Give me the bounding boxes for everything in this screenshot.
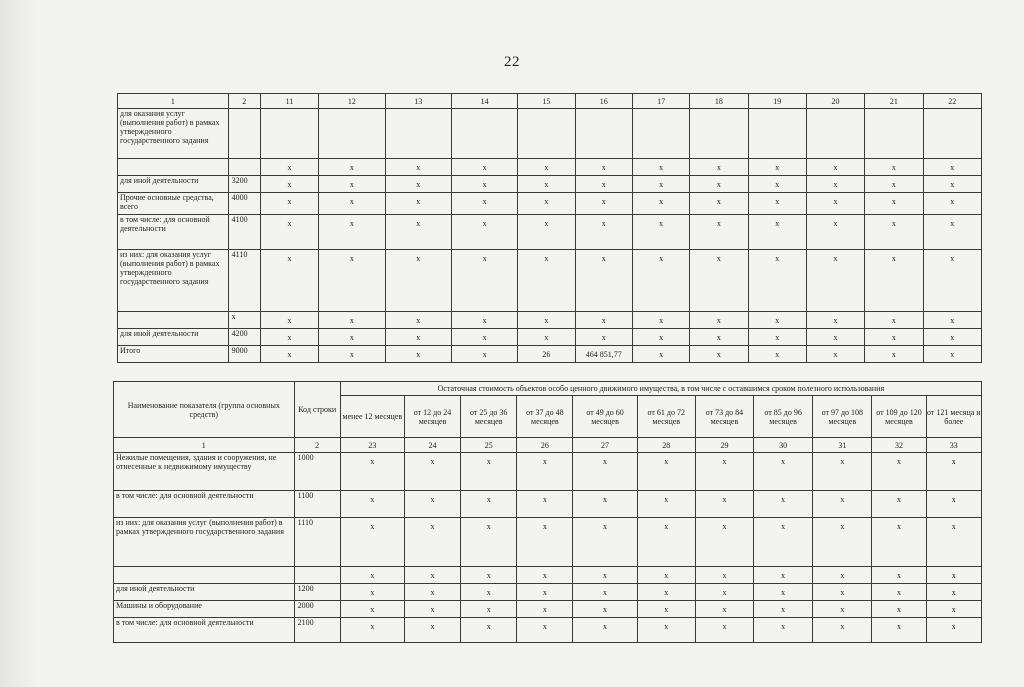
value-cell: x: [319, 193, 385, 215]
column-number-header: 16: [575, 94, 632, 109]
table-row: [118, 250, 982, 312]
value-cell: x: [865, 312, 923, 329]
value-cell: x: [517, 601, 573, 618]
value-cell: [748, 109, 806, 159]
value-cell: x: [404, 518, 460, 567]
value-cell: x: [690, 176, 748, 193]
value-cell: x: [404, 601, 460, 618]
row-code: x: [228, 312, 260, 329]
useful-life-period-header: от 109 до 120 месяцев: [872, 396, 926, 438]
column-number: 32: [872, 438, 926, 453]
value-cell: x: [695, 518, 753, 567]
value-cell: x: [748, 193, 806, 215]
value-cell: x: [923, 250, 981, 312]
value-cell: x: [632, 329, 689, 346]
value-cell: x: [575, 312, 632, 329]
value-cell: x: [451, 176, 517, 193]
value-cell: x: [923, 312, 981, 329]
value-cell: x: [518, 250, 575, 312]
column-number-row: [114, 438, 982, 453]
column-number-header: 13: [385, 94, 451, 109]
row-label: [114, 567, 295, 584]
row-code: 1110: [294, 518, 340, 567]
row-code: 9000: [228, 346, 260, 363]
table-header-row: [114, 382, 982, 396]
value-cell: x: [632, 250, 689, 312]
row-label: для иной деятельности: [118, 329, 229, 346]
value-cell: x: [806, 215, 864, 250]
row-code: 3200: [228, 176, 260, 193]
value-cell: x: [813, 584, 872, 601]
useful-life-period-header: от 61 до 72 месяцев: [637, 396, 695, 438]
value-cell: x: [872, 453, 926, 491]
value-cell: x: [404, 618, 460, 643]
column-number: 26: [517, 438, 573, 453]
value-cell: x: [385, 250, 451, 312]
value-cell: x: [461, 491, 517, 518]
table-row: [114, 567, 982, 584]
value-cell: x: [340, 518, 404, 567]
column-number: 25: [461, 438, 517, 453]
value-cell: x: [813, 567, 872, 584]
value-cell: x: [695, 601, 753, 618]
row-code: 2100: [294, 618, 340, 643]
value-cell: x: [754, 601, 813, 618]
value-cell: x: [319, 346, 385, 363]
value-cell: x: [319, 176, 385, 193]
value-cell: x: [865, 193, 923, 215]
row-label: для оказания услуг (выполнения работ) в рамках утвержденного государственного задания: [118, 109, 229, 159]
value-cell: [575, 109, 632, 159]
row-code: 4100: [228, 215, 260, 250]
value-cell: x: [754, 567, 813, 584]
residual-value-group-header: Остаточная стоимость объектов особо ценного движимого имущества, в том числе с оставшимся сроком полезного использования: [340, 382, 981, 396]
value-cell: x: [385, 329, 451, 346]
value-cell: x: [385, 159, 451, 176]
column-number: 31: [813, 438, 872, 453]
value-cell: x: [404, 453, 460, 491]
value-cell: x: [754, 518, 813, 567]
value-cell: x: [813, 491, 872, 518]
page-number: 22: [504, 54, 520, 70]
column-number-header: 1: [118, 94, 229, 109]
value-cell: x: [695, 618, 753, 643]
value-cell: x: [260, 176, 318, 193]
row-label: из них: для оказания услуг (выполнения работ) в рамках утвержденного государственного задания: [118, 250, 229, 312]
useful-life-period-header: от 85 до 96 месяцев: [754, 396, 813, 438]
value-cell: x: [748, 329, 806, 346]
value-cell: x: [926, 601, 981, 618]
value-cell: x: [632, 215, 689, 250]
value-cell: [518, 109, 575, 159]
value-cell: [865, 109, 923, 159]
value-cell: x: [926, 453, 981, 491]
value-cell: x: [813, 618, 872, 643]
value-cell: x: [517, 584, 573, 601]
value-cell: x: [260, 346, 318, 363]
value-cell: x: [690, 250, 748, 312]
value-cell: x: [748, 159, 806, 176]
value-cell: x: [517, 518, 573, 567]
value-cell: x: [748, 176, 806, 193]
value-cell: x: [260, 329, 318, 346]
value-cell: x: [385, 215, 451, 250]
value-cell: x: [404, 491, 460, 518]
value-cell: x: [518, 215, 575, 250]
value-cell: x: [451, 215, 517, 250]
column-number-header: 21: [865, 94, 923, 109]
value-cell: x: [923, 346, 981, 363]
column-number-header: 2: [228, 94, 260, 109]
value-cell: x: [451, 250, 517, 312]
value-cell: 26: [518, 346, 575, 363]
value-cell: x: [517, 618, 573, 643]
value-cell: x: [806, 329, 864, 346]
row-label: Нежилые помещения, здания и сооружения, не отнесенные к недвижимому имуществу: [114, 453, 295, 491]
value-cell: x: [575, 215, 632, 250]
value-cell: [632, 109, 689, 159]
value-cell: x: [690, 159, 748, 176]
column-number-header: 18: [690, 94, 748, 109]
value-cell: [923, 109, 981, 159]
value-cell: x: [690, 215, 748, 250]
value-cell: x: [518, 193, 575, 215]
value-cell: x: [695, 453, 753, 491]
value-cell: x: [923, 176, 981, 193]
value-cell: x: [865, 346, 923, 363]
value-cell: x: [385, 346, 451, 363]
value-cell: x: [451, 193, 517, 215]
value-cell: x: [923, 215, 981, 250]
value-cell: x: [573, 491, 637, 518]
table-row: [114, 601, 982, 618]
column-number-header: 22: [923, 94, 981, 109]
value-cell: x: [461, 567, 517, 584]
value-cell: x: [461, 601, 517, 618]
value-cell: x: [872, 601, 926, 618]
value-cell: [451, 109, 517, 159]
column-number: 23: [340, 438, 404, 453]
value-cell: x: [340, 491, 404, 518]
row-label: для иной деятельности: [118, 176, 229, 193]
value-cell: x: [872, 618, 926, 643]
value-cell: x: [260, 159, 318, 176]
value-cell: x: [319, 250, 385, 312]
row-label: Машины и оборудование: [114, 601, 295, 618]
table-header-row: [118, 94, 982, 109]
value-cell: x: [575, 329, 632, 346]
table-row: [114, 518, 982, 567]
value-cell: x: [319, 329, 385, 346]
value-cell: x: [637, 567, 695, 584]
value-cell: x: [404, 584, 460, 601]
value-cell: x: [865, 176, 923, 193]
value-cell: x: [451, 329, 517, 346]
value-cell: x: [923, 159, 981, 176]
row-code: 4000: [228, 193, 260, 215]
row-code: 1000: [294, 453, 340, 491]
table-row: [118, 329, 982, 346]
value-cell: x: [461, 518, 517, 567]
row-label: в том числе: для основной деятельности: [118, 215, 229, 250]
value-cell: x: [926, 491, 981, 518]
row-code: 1100: [294, 491, 340, 518]
value-cell: x: [637, 584, 695, 601]
value-cell: x: [340, 453, 404, 491]
value-cell: x: [518, 176, 575, 193]
value-cell: x: [573, 453, 637, 491]
value-cell: x: [695, 567, 753, 584]
value-cell: x: [865, 250, 923, 312]
value-cell: x: [632, 176, 689, 193]
table-row: [114, 618, 982, 643]
value-cell: x: [637, 518, 695, 567]
value-cell: x: [872, 567, 926, 584]
row-code: 4110: [228, 250, 260, 312]
row-label: в том числе: для основной деятельности: [114, 491, 295, 518]
row-label: [118, 312, 229, 329]
table-row: [118, 109, 982, 159]
scan-shadow: [0, 0, 40, 687]
useful-life-period-header: от 97 до 108 месяцев: [813, 396, 872, 438]
value-cell: x: [690, 346, 748, 363]
value-cell: x: [695, 491, 753, 518]
value-cell: x: [806, 250, 864, 312]
value-cell: x: [695, 584, 753, 601]
value-cell: [690, 109, 748, 159]
value-cell: x: [632, 346, 689, 363]
useful-life-period-header: от 49 до 60 месяцев: [573, 396, 637, 438]
value-cell: x: [517, 491, 573, 518]
value-cell: x: [690, 193, 748, 215]
value-cell: x: [517, 567, 573, 584]
value-cell: x: [872, 491, 926, 518]
row-code: [294, 567, 340, 584]
value-cell: x: [260, 215, 318, 250]
value-cell: x: [923, 193, 981, 215]
value-cell: x: [385, 312, 451, 329]
value-cell: x: [385, 193, 451, 215]
useful-life-period-header: от 37 до 48 месяцев: [517, 396, 573, 438]
table-row: [114, 453, 982, 491]
column-number: 30: [754, 438, 813, 453]
value-cell: x: [461, 618, 517, 643]
value-cell: x: [748, 312, 806, 329]
value-cell: x: [806, 159, 864, 176]
value-cell: x: [340, 567, 404, 584]
column-number: 27: [573, 438, 637, 453]
value-cell: x: [575, 193, 632, 215]
row-label: Итого: [118, 346, 229, 363]
value-cell: x: [451, 312, 517, 329]
value-cell: x: [748, 250, 806, 312]
value-cell: x: [754, 584, 813, 601]
value-cell: x: [451, 346, 517, 363]
row-label: из них: для оказания услуг (выполнения работ) в рамках утвержденного государственного задания: [114, 518, 295, 567]
value-cell: x: [340, 618, 404, 643]
value-cell: x: [872, 518, 926, 567]
value-cell: x: [517, 453, 573, 491]
value-cell: x: [926, 584, 981, 601]
table-row: [118, 346, 982, 363]
column-number-header: 20: [806, 94, 864, 109]
row-label: в том числе: для основной деятельности: [114, 618, 295, 643]
value-cell: x: [518, 312, 575, 329]
value-cell: [385, 109, 451, 159]
table-row: [118, 312, 982, 329]
table-row: [114, 584, 982, 601]
value-cell: x: [806, 312, 864, 329]
value-cell: x: [754, 618, 813, 643]
value-cell: x: [632, 193, 689, 215]
value-cell: x: [260, 193, 318, 215]
fixed-assets-table-continued: [117, 93, 982, 363]
column-number: 33: [926, 438, 981, 453]
line-code-header: Код строки: [294, 382, 340, 438]
value-cell: x: [632, 159, 689, 176]
value-cell: x: [637, 601, 695, 618]
value-cell: x: [637, 618, 695, 643]
row-code: 4200: [228, 329, 260, 346]
value-cell: x: [690, 329, 748, 346]
row-code: 2000: [294, 601, 340, 618]
value-cell: x: [573, 567, 637, 584]
value-cell: x: [926, 518, 981, 567]
value-cell: x: [573, 584, 637, 601]
value-cell: x: [451, 159, 517, 176]
row-code: 1200: [294, 584, 340, 601]
value-cell: x: [518, 159, 575, 176]
value-cell: x: [806, 346, 864, 363]
value-cell: x: [813, 601, 872, 618]
value-cell: x: [573, 518, 637, 567]
value-cell: x: [575, 176, 632, 193]
value-cell: x: [319, 312, 385, 329]
value-cell: x: [319, 215, 385, 250]
value-cell: [319, 109, 385, 159]
row-code: [228, 109, 260, 159]
column-number-header: 14: [451, 94, 517, 109]
value-cell: [806, 109, 864, 159]
value-cell: x: [404, 567, 460, 584]
value-cell: x: [813, 453, 872, 491]
value-cell: x: [637, 453, 695, 491]
column-number-header: 19: [748, 94, 806, 109]
value-cell: x: [813, 518, 872, 567]
column-number-header: 12: [319, 94, 385, 109]
value-cell: [260, 109, 318, 159]
useful-life-period-header: от 73 до 84 месяцев: [695, 396, 753, 438]
table-row: [118, 193, 982, 215]
value-cell: x: [872, 584, 926, 601]
row-label: [118, 159, 229, 176]
value-cell: x: [461, 453, 517, 491]
value-cell: x: [926, 618, 981, 643]
value-cell: 464 851,77: [575, 346, 632, 363]
row-code: [228, 159, 260, 176]
value-cell: x: [865, 215, 923, 250]
value-cell: x: [865, 159, 923, 176]
column-number: 29: [695, 438, 753, 453]
value-cell: x: [340, 601, 404, 618]
column-number-header: 15: [518, 94, 575, 109]
useful-life-period-header: от 121 месяца и более: [926, 396, 981, 438]
value-cell: x: [518, 329, 575, 346]
value-cell: x: [575, 250, 632, 312]
indicator-name-header: Наименование показателя (группа основных средств): [114, 382, 295, 438]
value-cell: x: [260, 250, 318, 312]
value-cell: x: [573, 601, 637, 618]
value-cell: x: [573, 618, 637, 643]
column-number-header: 17: [632, 94, 689, 109]
table-row: [118, 159, 982, 176]
row-label: для иной деятельности: [114, 584, 295, 601]
column-number: 1: [114, 438, 295, 453]
column-number-header: 11: [260, 94, 318, 109]
useful-life-period-header: менее 12 месяцев: [340, 396, 404, 438]
table-row: [118, 215, 982, 250]
value-cell: x: [806, 176, 864, 193]
useful-life-period-header: от 25 до 36 месяцев: [461, 396, 517, 438]
row-label: Прочие основные средства, всего: [118, 193, 229, 215]
value-cell: x: [748, 215, 806, 250]
value-cell: x: [575, 159, 632, 176]
value-cell: x: [340, 584, 404, 601]
residual-value-table: [113, 381, 982, 643]
value-cell: x: [926, 567, 981, 584]
value-cell: x: [865, 329, 923, 346]
column-number: 28: [637, 438, 695, 453]
value-cell: x: [461, 584, 517, 601]
value-cell: x: [260, 312, 318, 329]
table-row: [118, 176, 982, 193]
value-cell: x: [690, 312, 748, 329]
value-cell: x: [319, 159, 385, 176]
value-cell: x: [806, 193, 864, 215]
column-number: 24: [404, 438, 460, 453]
column-number: 2: [294, 438, 340, 453]
useful-life-period-header: от 12 до 24 месяцев: [404, 396, 460, 438]
value-cell: x: [754, 453, 813, 491]
value-cell: x: [637, 491, 695, 518]
value-cell: x: [385, 176, 451, 193]
value-cell: x: [754, 491, 813, 518]
value-cell: x: [923, 329, 981, 346]
value-cell: x: [748, 346, 806, 363]
table-row: [114, 491, 982, 518]
value-cell: x: [632, 312, 689, 329]
